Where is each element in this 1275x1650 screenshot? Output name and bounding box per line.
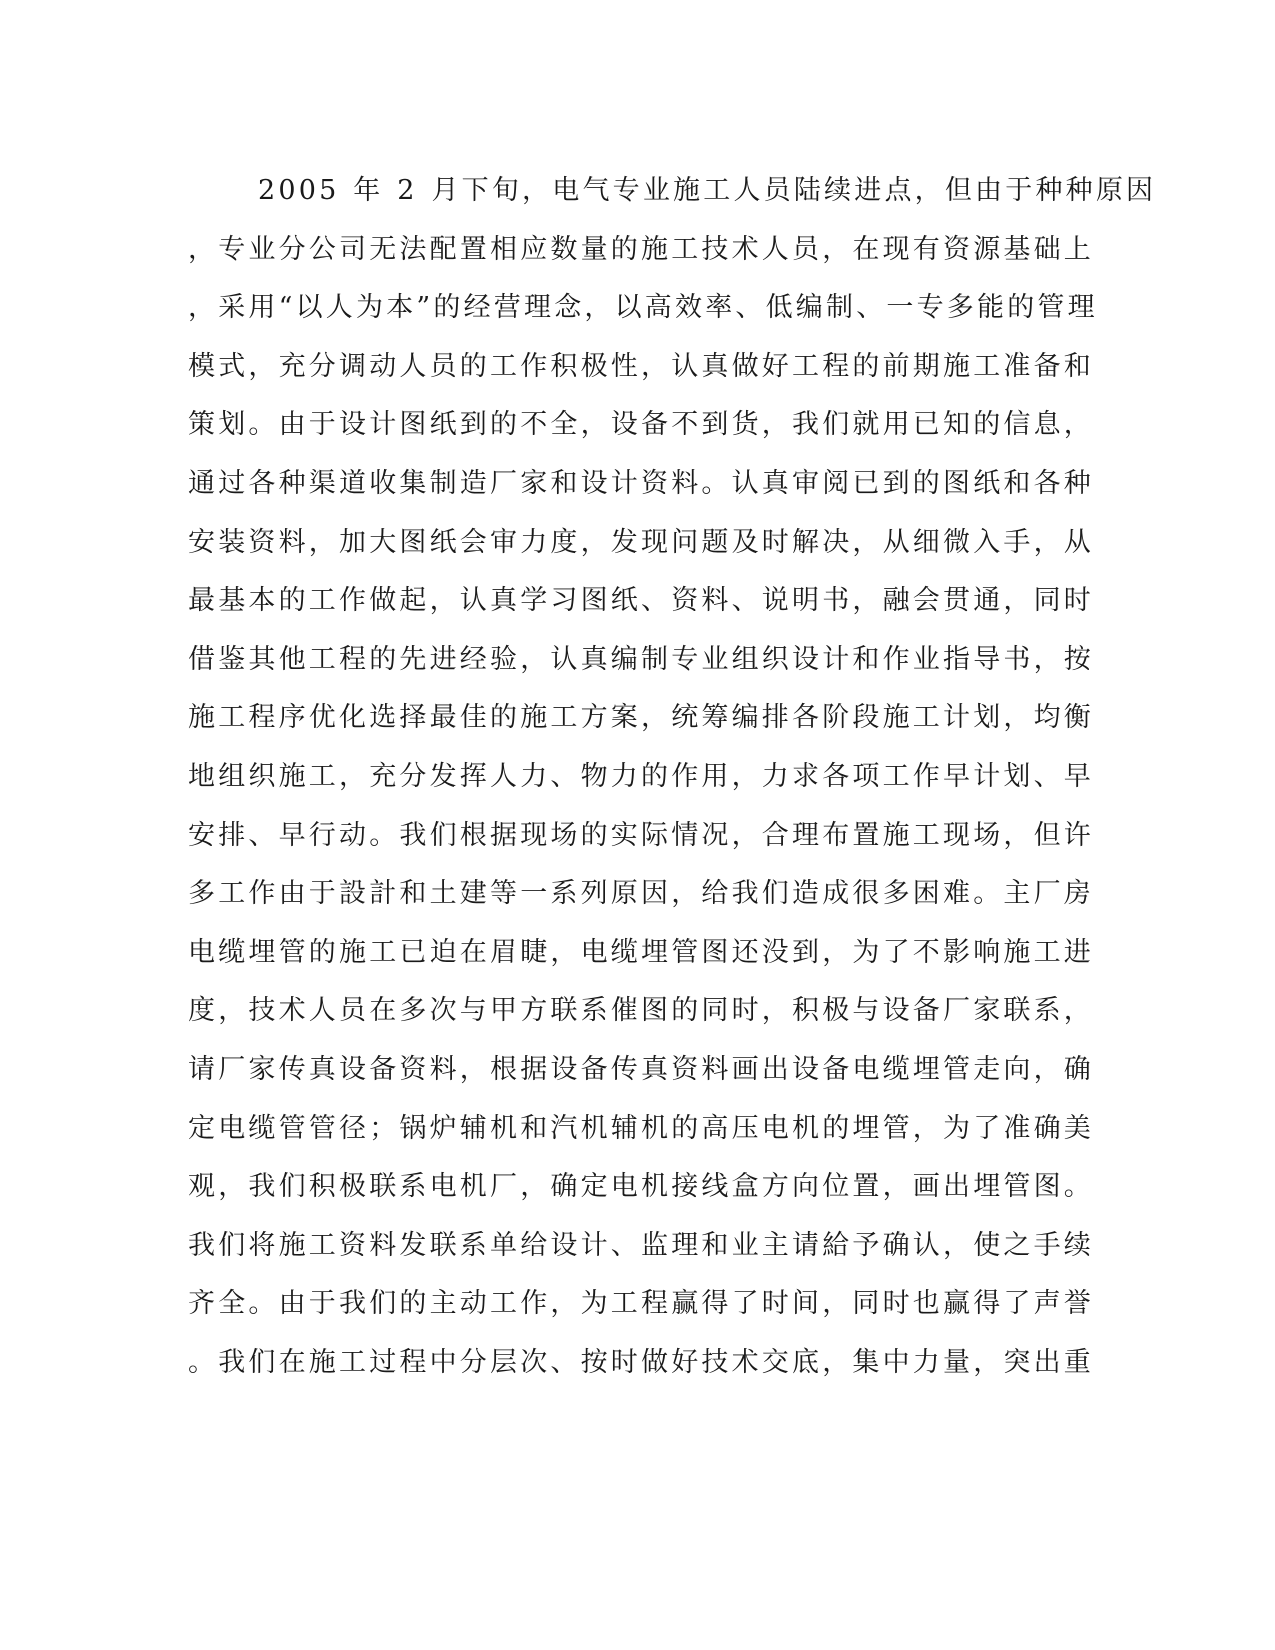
paragraph-line: 施工程序优化选择最佳的施工方案，统筹编排各阶段施工计划，均衡 <box>188 702 1094 734</box>
paragraph-line: 模式，充分调动人员的工作积极性，认真做好工程的前期施工准备和 <box>188 350 1094 382</box>
paragraph-line: 地组织施工，充分发挥人力、物力的作用，力求各项工作早计划、早 <box>188 760 1094 792</box>
paragraph-line: 策划。由于设计图纸到的不全，设备不到货，我们就用已知的信息， <box>188 409 1094 441</box>
paragraph-line: 请厂家传真设备资料，根据设备传真资料画出设备电缆埋管走向，确 <box>188 1053 1094 1085</box>
paragraph-line: 电缆埋管的施工已迫在眉睫，电缆埋管图还没到，为了不影响施工进 <box>188 936 1094 968</box>
paragraph-line: 通过各种渠道收集制造厂家和设计资料。认真审阅已到的图纸和各种 <box>188 467 1094 499</box>
paragraph-line: 多工作由于設計和土建等一系列原因，给我们造成很多困难。主厂房 <box>188 878 1094 910</box>
paragraph-line: 安排、早行动。我们根据现场的实际情况，合理布置施工现场，但许 <box>188 819 1094 851</box>
paragraph-line: 。我们在施工过程中分层次、按时做好技术交底，集中力量，突出重 <box>188 1346 1094 1378</box>
paragraph-line: 度，技术人员在多次与甲方联系催图的同时，积极与设备厂家联系， <box>188 995 1094 1027</box>
paragraph-line: 借鉴其他工程的先进经验，认真编制专业组织设计和作业指导书，按 <box>188 643 1094 675</box>
paragraph-line: 齐全。由于我们的主动工作，为工程赢得了时间，同时也赢得了声誉 <box>188 1288 1094 1320</box>
paragraph-line: 安装资料，加大图纸会审力度，发现问题及时解决，从细微入手，从 <box>188 526 1094 558</box>
paragraph-line: 最基本的工作做起，认真学习图纸、资料、说明书，融会贯通，同时 <box>188 585 1094 617</box>
paragraph-line: 观，我们积极联系电机厂，确定电机接线盒方向位置，画出埋管图。 <box>188 1171 1094 1203</box>
paragraph-line: 我们将施工资料发联系单给设计、监理和业主请給予确认，使之手续 <box>188 1229 1094 1261</box>
paragraph-line: ，采用“以人为本”的经营理念，以高效率、低编制、一专多能的管理 <box>188 292 1098 324</box>
paragraph-line: ，专业分公司无法配置相应数量的施工技术人员，在现有资源基础上 <box>188 233 1094 265</box>
paragraph-line: 2005 年 2 月下旬，电气专业施工人员陆续进点，但由于种种原因 <box>258 175 1157 206</box>
body-paragraph <box>188 162 1157 1392</box>
paragraph-line: 定电缆管管径；锅炉辅机和汽机辅机的高压电机的埋管，为了准确美 <box>188 1112 1094 1144</box>
